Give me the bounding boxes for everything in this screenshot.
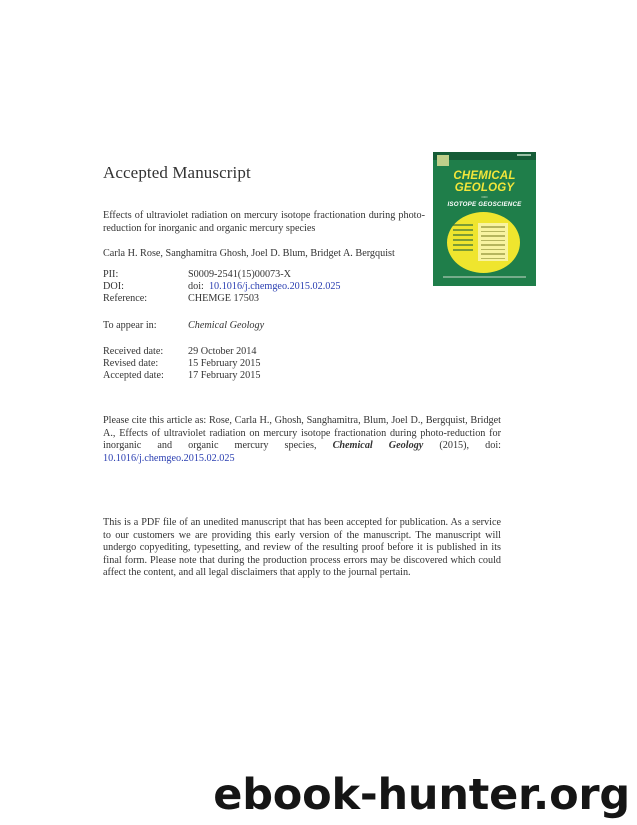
cover-issue-mark: [517, 154, 531, 156]
cover-contents-panel: [478, 223, 508, 261]
appear-label: To appear in:: [103, 320, 157, 331]
journal-cover-image: [433, 152, 536, 286]
cover-contents-left: [453, 224, 473, 262]
doi-value-wrap: [188, 281, 341, 293]
doi-label: DOI:: [103, 281, 124, 292]
citation-paragraph: Please cite this article as: Rose, Carla H., Ghosh, Sanghamitra, Blum, Joel D., Bergquist, Bridget A., Effects of ultraviolet radiation on mercury isotope fractionation during photo-reduction for inorganic and organic mercury species, Chemical Geology (2015), doi: 10.1016/j.chemgeo.2015.02.025: [103, 415, 502, 464]
accepted-label: Accepted date:: [103, 370, 164, 381]
cover-subtitle: ISOTOPE GEOSCIENCE: [447, 201, 522, 208]
cover-bottom-line: [443, 276, 526, 278]
publisher-logo-icon: [437, 155, 449, 166]
page-heading: Accepted Manuscript: [103, 163, 251, 182]
received-label: Received date:: [103, 346, 164, 357]
revised-label: Revised date:: [103, 358, 159, 369]
received-value: 29 October 2014: [188, 346, 257, 357]
pii-value: S0009-2541(15)00073-X: [188, 269, 291, 280]
citation-doi-link[interactable]: 10.1016/j.chemgeo.2015.02.025: [103, 452, 235, 464]
revised-value: 15 February 2015: [188, 358, 261, 369]
accepted-value: 17 February 2015: [188, 370, 261, 381]
journal-name: Chemical Geology: [188, 320, 265, 331]
citation-journal: Chemical Geology: [332, 440, 424, 451]
cover-including-mark: •••••: [481, 195, 488, 199]
doi-prefix: doi:: [188, 281, 204, 292]
pii-label: PII:: [103, 269, 119, 280]
doi-link[interactable]: 10.1016/j.chemgeo.2015.02.025: [208, 281, 341, 292]
reference-label: Reference:: [103, 293, 148, 304]
reference-value: CHEMGE 17503: [188, 293, 260, 304]
watermark-text: ebook-hunter.org: [213, 770, 630, 820]
cover-title: CHEMICAL GEOLOGY: [453, 170, 516, 194]
author-list: Carla H. Rose, Sanghamitra Ghosh, Joel D. Blum, Bridget A. Bergquist: [103, 248, 395, 259]
article-title: Effects of ultraviolet radiation on mercury isotope fractionation during photo-reduction for inorganic and organic mercury species: [103, 210, 425, 234]
disclaimer-paragraph: This is a PDF file of an unedited manuscript that has been accepted for publication. As a service to our customers we are providing this early version of the manuscript. The manuscript will undergo copyediting, typesetting, and review of the resulting proof before it is published in its final form. Please note that during the production process errors may be discovered which could affect the content, and all legal disclaimers that apply to the journal pertain.: [103, 517, 501, 579]
